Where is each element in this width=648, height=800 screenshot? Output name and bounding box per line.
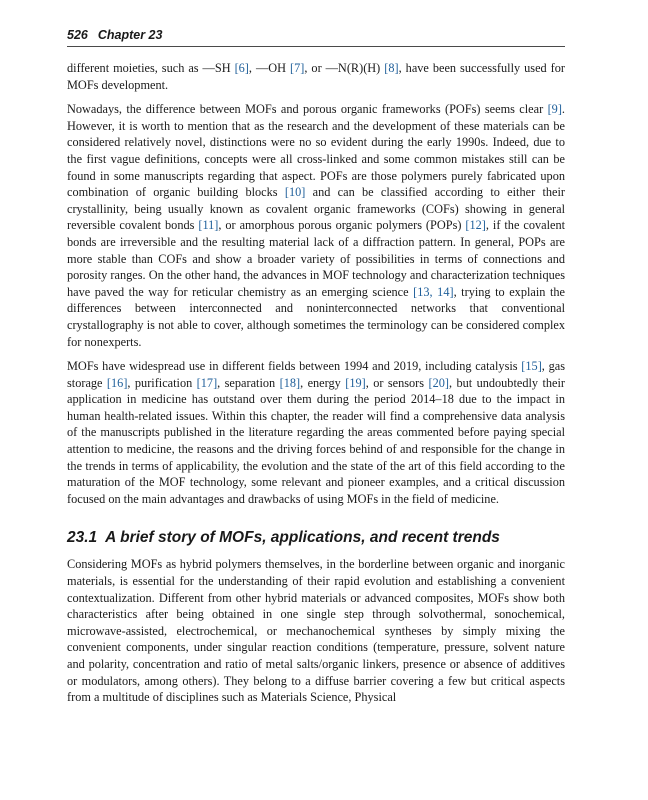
text-run: MOFs have widespread use in different fields between 1994 and 2019, including catalysis <box>67 359 522 374</box>
section-body-text <box>67 556 565 705</box>
text-run: , trying to explain the differences between interconnected and noninterconnected networks that conventional crystallography is not able to cover, although sometimes the terminology can be considered complex for nonexperts. <box>67 284 565 349</box>
citation-link[interactable]: [8] <box>384 61 399 75</box>
text-run: , energy <box>300 375 346 390</box>
citation-link[interactable]: [9] <box>547 102 562 117</box>
running-head <box>67 26 565 47</box>
text-run: , or sensors <box>365 375 429 390</box>
citation-link[interactable]: [12] <box>465 218 486 233</box>
section-title: A brief story of MOFs, applications, and recent trends <box>105 529 500 547</box>
section-number: 23.1 <box>67 529 98 547</box>
section-heading <box>67 528 565 548</box>
citation-link[interactable]: [13, 14] <box>413 284 454 299</box>
text-run: , or amorphous porous organic polymers (POPs) <box>218 218 466 233</box>
text-run: , have been successfully used for MOFs development. <box>67 61 565 92</box>
paragraph-3 <box>67 358 565 507</box>
body-text <box>67 60 565 507</box>
citation-link[interactable]: [19] <box>345 375 366 390</box>
text-run: different moieties, such as —SH <box>67 61 235 75</box>
book-page <box>67 26 565 706</box>
citation-link[interactable]: [10] <box>284 185 306 200</box>
citation-link[interactable]: [20] <box>428 375 449 390</box>
citation-link[interactable]: [15] <box>521 359 542 374</box>
section-paragraph-1 <box>67 556 565 705</box>
citation-link[interactable]: [11] <box>198 218 219 233</box>
text-run: , purification <box>127 375 197 390</box>
chapter-title: Chapter 23 <box>97 28 163 42</box>
text-run: , if the covalent bonds are irreversible and the resulting material lack of a diffraction pattern. In general, POPs are more stable than COFs and show a broader variety of possibilities in terms of connections and porosity ranges. On the other hand, the advances in MOF technology and characterization techniques have paved the way for reticular chemistry as an emerging science <box>67 218 566 299</box>
citation-link[interactable]: [7] <box>290 61 305 75</box>
citation-link[interactable]: [18] <box>279 375 301 390</box>
paragraph-1 <box>67 60 565 93</box>
text-run: , —OH <box>248 61 291 75</box>
page-number: 526 <box>67 28 88 42</box>
text-run: , or —N(R)(H) <box>304 61 385 75</box>
text-run: and can be classified according to either their crystallinity, being usually known as covalent organic frameworks (COFs) showing in general reversible covalent bonds <box>67 185 565 233</box>
text-run: , but undoubtedly their application in medicine has outstand over them during the period 2014–18 due to the impact in human health-related issues. Within this chapter, the reader will find a comprehensive data analysis of the manuscripts published in the literature regarding the areas commented before paying special attention to medicine, the reasons and the driving forces behind of and responsible for the change in the trends in terms of applicability, the evolution and the state of the art of this field according to the maturation of the MOF technology, some relevant and pioneer examples, and a critical discussion focused on the main advantages and drawbacks of using MOFs in the field of medicine. <box>67 375 565 506</box>
text-run: Nowadays, the difference between MOFs and porous organic frameworks (POFs) seems clear <box>67 102 548 117</box>
text-run: Considering MOFs as hybrid polymers themselves, in the borderline between organic and inorganic materials, is essential for the understanding of their rapid evolution and establishing a convenient contextualization. Different from other hybrid materials or advanced composites, MOFs show both characteristics after being obtained in one single step through solvothermal, sonochemical, microwave-assisted, electrochemical, or mechanochemical syntheses by simply mixing the convenient components, under singular reaction conditions (temperature, pressure, solvent nature and polarity, concentration and ratio of metal salts/organic linkers, presence or absence of additives or modulators, among others). They belong to a diffuse barrier covering a few but critical aspects from a multitude of disciplines such as Materials Science, Physical <box>67 557 565 705</box>
text-run: . However, it is worth to mention that as the research and the development of these materials can be considered relatively novel, distinctions were no so evident during the early 1990s. Indeed, due to the first vague definitions, concepts were all cross-linked and some common mistakes still can be found in some manuscripts regarding that aspect. POFs are those polymers purely fabricated upon combination of organic building blocks <box>67 102 565 200</box>
citation-link[interactable]: [16] <box>106 375 128 390</box>
paragraph-2 <box>67 101 565 350</box>
citation-link[interactable]: [6] <box>234 61 249 75</box>
text-run: , gas storage <box>67 359 565 390</box>
text-run: , separation <box>217 375 280 390</box>
citation-link[interactable]: [17] <box>196 375 218 390</box>
